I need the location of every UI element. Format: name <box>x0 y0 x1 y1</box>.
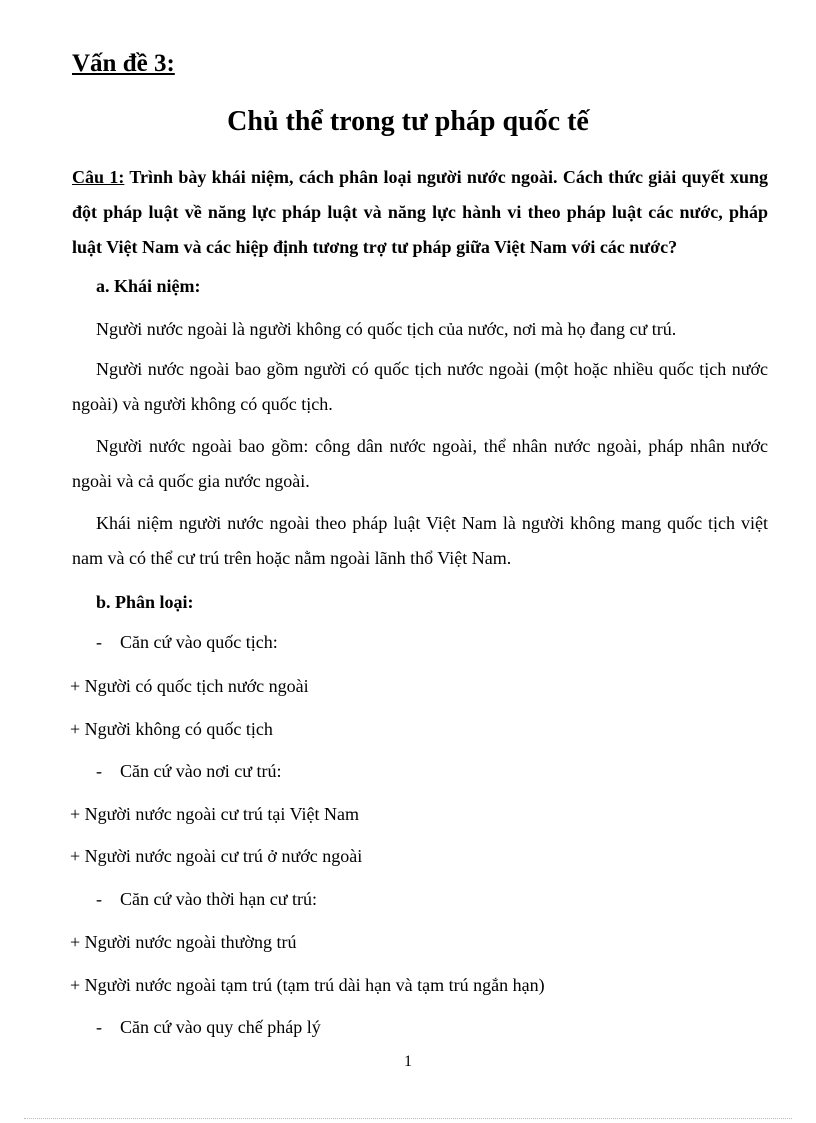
dash-bullet: - <box>96 761 102 781</box>
list-item-dash: - Căn cứ vào thời hạn cư trú: <box>96 889 317 909</box>
list-item-plus: + Người nước ngoài cư trú ở nước ngoài <box>70 846 363 866</box>
list-item-plus: + Người không có quốc tịch <box>70 719 273 739</box>
list-item-dash: - Căn cứ vào nơi cư trú: <box>96 761 282 781</box>
section-heading: Vấn đề 3: <box>72 50 175 77</box>
list-item-dash: - Căn cứ vào quốc tịch: <box>96 632 278 652</box>
subsection-a-heading: a. Khái niệm: <box>96 276 201 296</box>
list-item-plus: + Người nước ngoài tạm trú (tạm trú dài hạn và tạm trú ngắn hạn) <box>70 975 545 995</box>
list-item-dash: - Căn cứ vào quy chế pháp lý <box>96 1017 321 1037</box>
question-label: Câu 1: <box>72 167 125 187</box>
dash-bullet: - <box>96 889 102 909</box>
subsection-b-heading: b. Phân loại: <box>96 592 194 612</box>
question-text: Trình bày khái niệm, cách phân loại người nước ngoài. Cách thức giải quyết xung đột pháp luật về năng lực pháp luật và năng lực hành vi theo pháp luật các nước, pháp luật Việt Nam và các hiệp định tương trợ tư pháp giữa Việt Nam với các nước? <box>72 167 768 257</box>
page-divider <box>24 1118 792 1119</box>
paragraph-3: Người nước ngoài bao gồm: công dân nước ngoài, thể nhân nước ngoài, pháp nhân nước ngoài và cả quốc gia nước ngoài. <box>72 436 768 491</box>
dash-bullet: - <box>96 632 102 652</box>
list-item-plus: + Người có quốc tịch nước ngoài <box>70 676 309 696</box>
dash-bullet: - <box>96 1017 102 1037</box>
page-title: Chủ thể trong tư pháp quốc tế <box>227 106 589 137</box>
page-number: 1 <box>404 1053 412 1070</box>
question-1 <box>72 160 768 265</box>
list-item-plus: + Người nước ngoài thường trú <box>70 932 297 952</box>
paragraph-4: Khái niệm người nước ngoài theo pháp luật Việt Nam là người không mang quốc tịch việt nam và có thể cư trú trên hoặc nằm ngoài lãnh thổ Việt Nam. <box>72 513 768 568</box>
list-item-plus: + Người nước ngoài cư trú tại Việt Nam <box>70 804 359 824</box>
paragraph-1: Người nước ngoài là người không có quốc tịch của nước, nơi mà họ đang cư trú. <box>96 319 677 339</box>
paragraph-2: Người nước ngoài bao gồm người có quốc tịch nước ngoài (một hoặc nhiều quốc tịch nước ngoài) và người không có quốc tịch. <box>72 359 768 414</box>
